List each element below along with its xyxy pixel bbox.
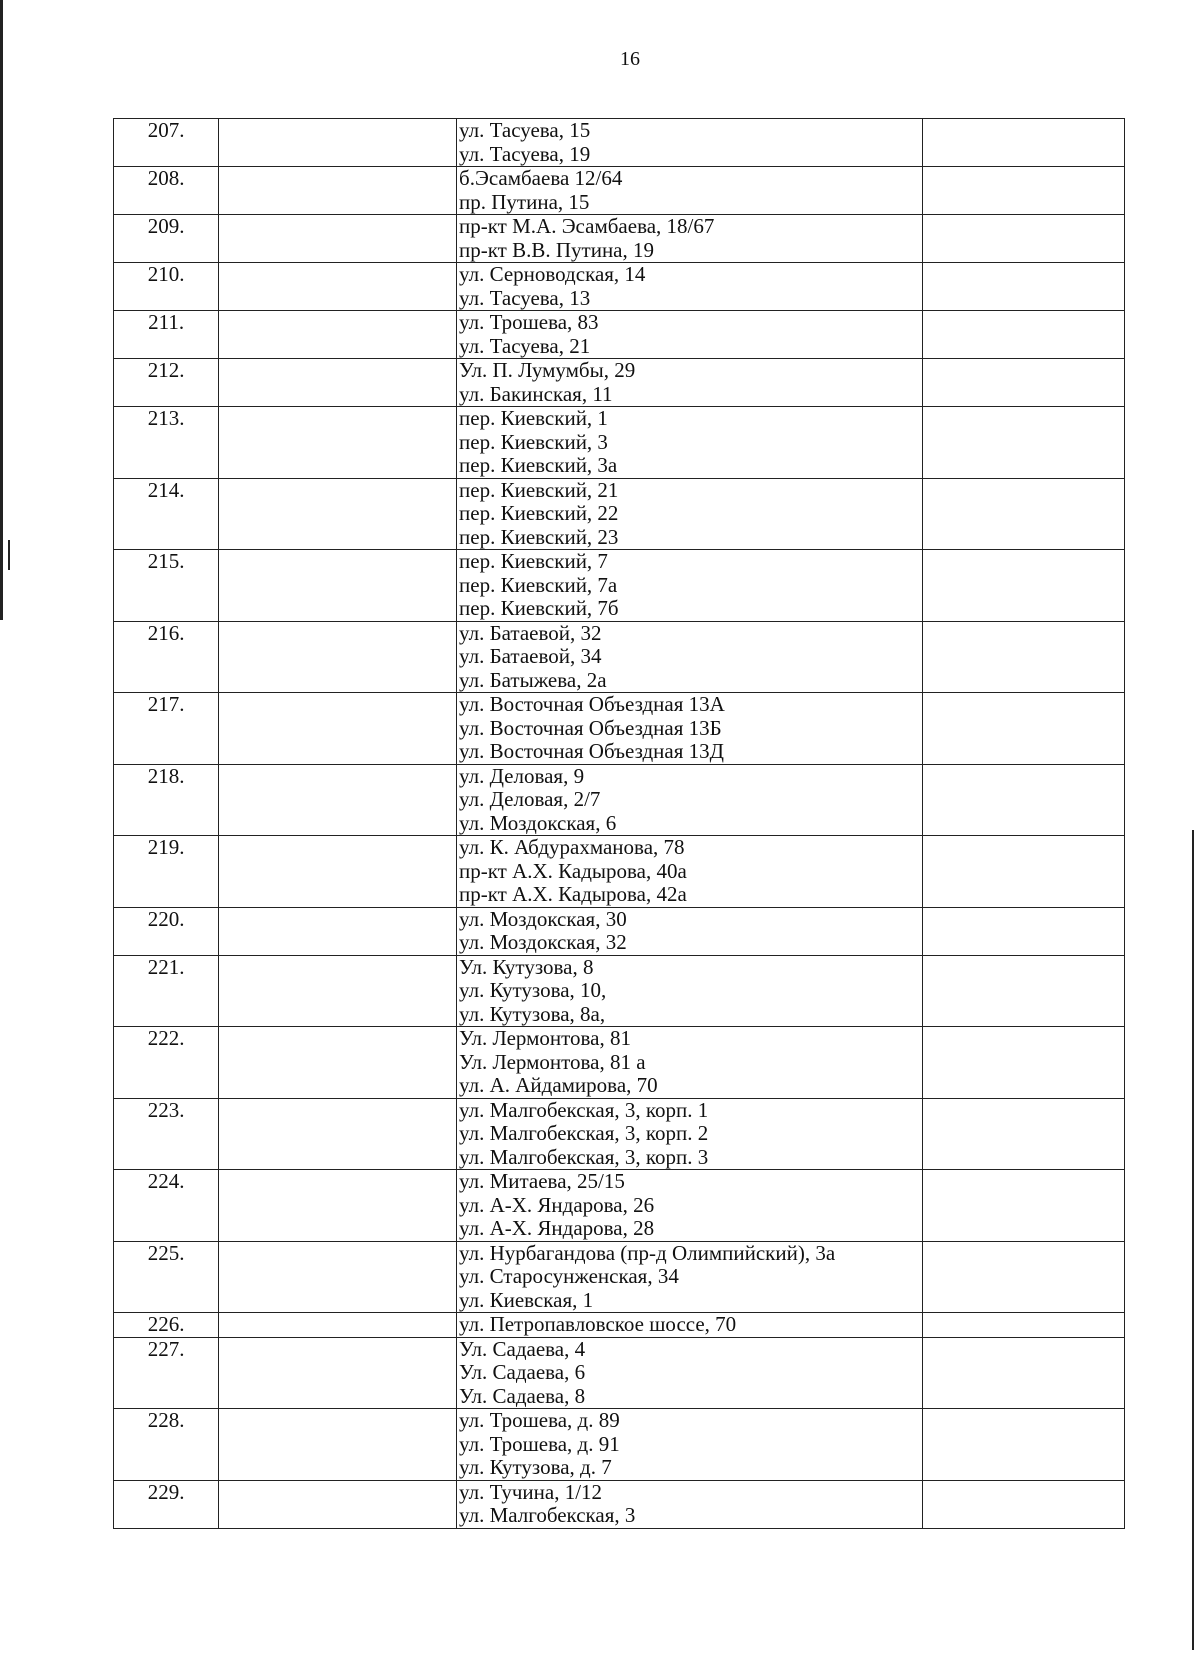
row-number-cell [114,119,219,167]
address-cell [457,478,923,550]
address-line: ул. Старосунженская, 34 [459,1264,679,1288]
address-line: пр-кт А.Х. Кадырова, 42а [459,882,687,906]
address-line: ул. Восточная Объездная 13А [459,692,725,716]
address-cell [457,1170,923,1242]
address-line: ул. Моздокская, 6 [459,810,617,835]
row-number-cell [114,311,219,359]
address-cell [457,167,923,215]
empty-cell [923,263,1125,311]
table-row [114,167,1125,215]
row-number-cell [114,263,219,311]
address-line: ул. А-Х. Яндарова, 28 [459,1216,655,1240]
table-row [114,621,1125,693]
empty-cell [219,1313,457,1338]
empty-cell [923,167,1125,215]
address-line: ул. Трошева, д. 89 [459,1408,620,1432]
address-line: ул. Тасуева, 21 [459,333,591,358]
address-cell [457,955,923,1027]
address-cell [457,1241,923,1313]
address-line: пер. Киевский, 7б [459,596,619,620]
row-number-cell [114,1170,219,1242]
empty-cell [219,215,457,263]
row-number-cell [114,407,219,479]
row-number: 212. [147,358,185,382]
row-number-cell [114,1409,219,1481]
row-number: 213. [147,406,185,430]
address-cell [457,1337,923,1409]
address-line: ул. Киевская, 1 [459,1287,594,1312]
empty-cell [219,1337,457,1409]
address-cell [457,311,923,359]
row-number: 221. [147,954,185,979]
empty-cell [923,1098,1125,1170]
row-number: 209. [147,214,185,238]
address-cell [457,1098,923,1170]
empty-cell [923,836,1125,908]
row-number: 225. [147,1240,185,1265]
address-line: пер. Киевский, 1 [459,406,608,430]
address-line: пер. Киевский, 23 [459,524,619,549]
row-number-cell [114,836,219,908]
empty-cell [219,263,457,311]
empty-cell [219,167,457,215]
empty-cell [923,1241,1125,1313]
row-number-cell [114,1241,219,1313]
address-cell [457,1027,923,1099]
empty-cell [219,764,457,836]
table-row [114,215,1125,263]
row-number-cell [114,955,219,1027]
address-line: Ул. Кутузова, 8 [459,954,594,979]
scan-edge-left-mark [8,540,10,570]
row-number: 219. [147,835,185,859]
address-line: ул. Нурбагандова (пр-д Олимпийский), 3а [459,1240,836,1265]
row-number: 226. [147,1312,185,1336]
table-row [114,550,1125,622]
row-number-cell [114,1313,219,1338]
address-cell [457,693,923,765]
address-line: пер. Киевский, 3 [459,429,608,454]
address-line: пер. Киевский, 7а [459,572,618,597]
table-row [114,1313,1125,1338]
address-cell [457,907,923,955]
row-number-cell [114,693,219,765]
empty-cell [219,359,457,407]
address-line: пр-кт В.В. Путина, 19 [459,237,655,262]
empty-cell [923,1027,1125,1099]
row-number-cell [114,1337,219,1409]
empty-cell [219,1027,457,1099]
scan-edge-left [0,0,3,620]
empty-cell [923,764,1125,836]
table-row [114,263,1125,311]
empty-cell [923,693,1125,765]
address-line: ул. Малгобекская, 3, корп. 1 [459,1097,709,1122]
address-line: Ул. Садаева, 8 [459,1383,586,1408]
empty-cell [219,1241,457,1313]
empty-cell [923,478,1125,550]
table-row [114,1241,1125,1313]
row-number-cell [114,215,219,263]
row-number: 229. [147,1479,185,1504]
row-number-cell [114,764,219,836]
address-line: ул. Бакинская, 11 [459,381,613,406]
empty-cell [923,407,1125,479]
address-line: ул. Восточная Объездная 13Б [459,715,722,740]
table-row [114,693,1125,765]
address-line: ул. Митаева, 25/15 [459,1169,625,1193]
address-cell [457,263,923,311]
address-line: ул. К. Абдурахманова, 78 [459,835,685,859]
row-number-cell [114,1027,219,1099]
address-line: Ул. Лермонтова, 81 а [459,1049,646,1074]
empty-cell [219,693,457,765]
address-cell [457,1480,923,1528]
empty-cell [219,478,457,550]
table-row [114,764,1125,836]
address-line: ул. Серноводская, 14 [459,262,646,286]
row-number: 227. [147,1336,185,1361]
empty-cell [219,407,457,479]
table-row [114,1098,1125,1170]
address-line: пер. Киевский, 3а [459,453,618,477]
table-row [114,311,1125,359]
address-line: Ул. Садаева, 6 [459,1360,586,1384]
table-row [114,359,1125,407]
address-line: ул. Восточная Объездная 13Д [459,739,724,763]
empty-cell [219,550,457,622]
row-number: 222. [147,1026,185,1050]
address-cell [457,1313,923,1338]
address-line: пер. Киевский, 7 [459,549,608,573]
row-number: 220. [147,906,185,931]
address-line: ул. Трошева, д. 91 [459,1431,620,1456]
address-line: Ул. Садаева, 4 [459,1336,586,1361]
scan-edge-right [1192,830,1194,1650]
address-line: ул. А. Айдамирова, 70 [459,1073,658,1097]
address-cell [457,215,923,263]
empty-cell [923,1480,1125,1528]
table-row [114,407,1125,479]
address-line: пр. Путина, 15 [459,189,590,214]
empty-cell [219,1480,457,1528]
address-line: ул. Малгобекская, 3, корп. 2 [459,1121,709,1145]
empty-cell [219,621,457,693]
empty-cell [923,1170,1125,1242]
empty-cell [923,1337,1125,1409]
row-number-cell [114,359,219,407]
row-number: 224. [147,1169,185,1193]
address-line: ул. Малгобекская, 3, корп. 3 [459,1144,709,1169]
address-line: пр-кт М.А. Эсамбаева, 18/67 [459,214,715,238]
address-line: пр-кт А.Х. Кадырова, 40а [459,858,687,883]
address-cell [457,836,923,908]
address-line: ул. Тасуева, 19 [459,141,591,166]
row-number: 214. [147,477,185,502]
table-row [114,1027,1125,1099]
empty-cell [219,1409,457,1481]
row-number-cell [114,621,219,693]
empty-cell [923,215,1125,263]
address-cell [457,550,923,622]
address-line: б.Эсамбаева 12/64 [459,166,623,190]
address-line: ул. Кутузова, 10, [459,978,607,1002]
row-number-cell [114,478,219,550]
empty-cell [219,1170,457,1242]
address-cell [457,359,923,407]
address-cell [457,119,923,167]
empty-cell [219,955,457,1027]
row-number: 210. [147,262,185,286]
empty-cell [923,1409,1125,1481]
address-line: ул. Тасуева, 15 [459,118,591,142]
empty-cell [219,907,457,955]
row-number-cell [114,550,219,622]
table-row [114,1480,1125,1528]
table-row [114,836,1125,908]
address-line: ул. Деловая, 9 [459,763,585,788]
address-table [113,118,1125,1529]
row-number: 217. [147,692,185,716]
row-number-cell [114,1098,219,1170]
row-number: 215. [147,549,185,573]
row-number-cell [114,907,219,955]
address-line: Ул. П. Лумумбы, 29 [459,358,636,382]
address-line: ул. Петропавловское шоссе, 70 [459,1312,737,1336]
row-number-cell [114,167,219,215]
empty-cell [923,955,1125,1027]
address-line: ул. Деловая, 2/7 [459,787,601,811]
empty-cell [219,836,457,908]
empty-cell [923,550,1125,622]
empty-cell [923,119,1125,167]
address-line: ул. Батыжева, 2а [459,667,607,692]
table-row [114,907,1125,955]
address-table-body [114,119,1125,1529]
row-number: 218. [147,763,185,788]
row-number: 208. [147,166,185,190]
empty-cell [219,311,457,359]
table-row [114,1409,1125,1481]
address-line: ул. Моздокская, 32 [459,930,627,954]
empty-cell [923,311,1125,359]
table-row [114,1170,1125,1242]
address-line: пер. Киевский, 22 [459,501,619,525]
address-line: ул. Тасуева, 13 [459,285,591,310]
row-number: 211. [148,310,185,334]
address-cell [457,764,923,836]
empty-cell [923,359,1125,407]
row-number: 223. [147,1097,185,1122]
table-row [114,119,1125,167]
page-number: 16 [620,48,640,70]
table-row [114,1337,1125,1409]
empty-cell [923,621,1125,693]
address-cell [457,1409,923,1481]
empty-cell [219,119,457,167]
row-number: 228. [147,1408,185,1432]
address-line: ул. Тучина, 1/12 [459,1479,603,1504]
address-line: ул. Кутузова, 8а, [459,1001,606,1026]
empty-cell [923,907,1125,955]
row-number: 216. [147,620,185,645]
address-line: ул. Кутузова, д. 7 [459,1455,612,1479]
address-line: Ул. Лермонтова, 81 [459,1026,631,1050]
address-line: ул. Трошева, 83 [459,310,599,334]
address-line: пер. Киевский, 21 [459,477,619,502]
address-cell [457,407,923,479]
address-line: ул. Моздокская, 30 [459,906,627,931]
empty-cell [219,1098,457,1170]
table-row [114,478,1125,550]
address-line: ул. Батаевой, 34 [459,644,602,668]
table-row [114,955,1125,1027]
row-number-cell [114,1480,219,1528]
row-number: 207. [147,118,185,142]
address-cell [457,621,923,693]
address-line: ул. Малгобекская, 3 [459,1503,636,1527]
empty-cell [923,1313,1125,1338]
address-line: ул. А-Х. Яндарова, 26 [459,1192,655,1217]
address-line: ул. Батаевой, 32 [459,620,602,645]
